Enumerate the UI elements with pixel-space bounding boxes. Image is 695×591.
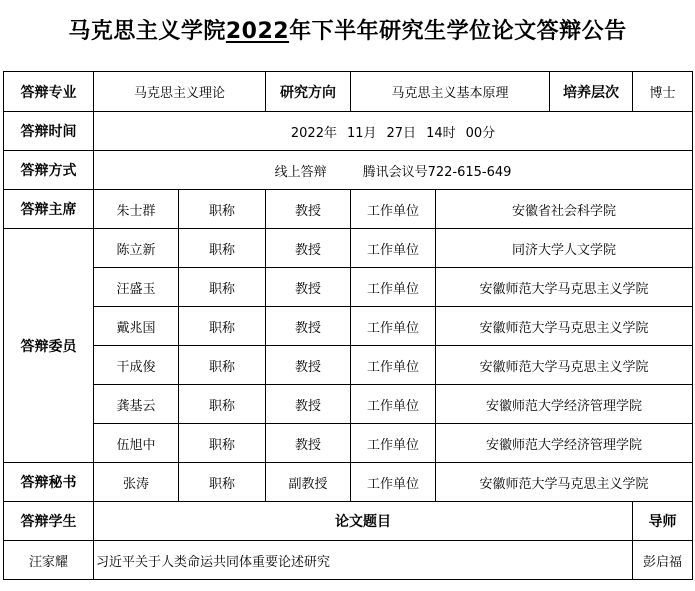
- member-unit-label: 工作单位: [351, 424, 436, 463]
- member-name: 戴兆国: [94, 307, 179, 346]
- member-title-label: 职称: [179, 307, 266, 346]
- member-unit-label: 工作单位: [351, 229, 436, 268]
- member-name: 伍旭中: [94, 424, 179, 463]
- member-unit-label: 工作单位: [351, 307, 436, 346]
- major-value: 马克思主义理论: [94, 72, 266, 112]
- major-row: [4, 72, 693, 112]
- thesis-title: 习近平关于人类命运共同体重要论述研究: [94, 541, 633, 580]
- method-row: [4, 151, 693, 190]
- thesis-header: 论文题目: [94, 502, 633, 541]
- member-title-value: 教授: [266, 385, 351, 424]
- committee-label: 答辩委员: [4, 229, 94, 463]
- committee-row: [4, 385, 693, 424]
- time-row: [4, 112, 693, 151]
- member-unit-label: 工作单位: [351, 385, 436, 424]
- chair-title-value: 教授: [266, 190, 351, 229]
- secretary-title-label: 职称: [179, 463, 266, 502]
- member-unit-value: 安徽师范大学经济管理学院: [436, 385, 693, 424]
- secretary-row: [4, 463, 693, 502]
- member-name: 龚基云: [94, 385, 179, 424]
- defense-table: [3, 71, 693, 580]
- member-title-value: 教授: [266, 346, 351, 385]
- direction-value: 马克思主义基本原理: [351, 72, 550, 112]
- member-title-label: 职称: [179, 346, 266, 385]
- advisor-header: 导师: [633, 502, 693, 541]
- student-name: 汪家耀: [4, 541, 94, 580]
- member-name: 干成俊: [94, 346, 179, 385]
- member-title-value: 教授: [266, 307, 351, 346]
- time-hour: 14时: [426, 125, 456, 141]
- major-label: 答辩专业: [4, 72, 94, 112]
- method-label: 答辩方式: [4, 151, 94, 190]
- member-name: 汪盛玉: [94, 268, 179, 307]
- member-unit-value: 安徽师范大学马克思主义学院: [436, 346, 693, 385]
- level-value: 博士: [633, 72, 693, 112]
- time-value: [94, 112, 693, 151]
- member-title-value: 教授: [266, 268, 351, 307]
- committee-row: [4, 346, 693, 385]
- chair-title-label: 职称: [179, 190, 266, 229]
- member-title-label: 职称: [179, 268, 266, 307]
- advisor-name: 彭启福: [633, 541, 693, 580]
- committee-row: [4, 307, 693, 346]
- member-unit-label: 工作单位: [351, 346, 436, 385]
- chair-name: 朱士群: [94, 190, 179, 229]
- member-title-label: 职称: [179, 424, 266, 463]
- title-suffix: 年下半年研究生学位论文答辩公告: [289, 19, 627, 44]
- time-minute: 00分: [465, 125, 496, 141]
- time-year: 2022年: [290, 125, 337, 141]
- member-unit-label: 工作单位: [351, 268, 436, 307]
- member-title-label: 职称: [179, 229, 266, 268]
- meeting-number: 腾讯会议号722-615-649: [362, 164, 512, 180]
- method-value: [94, 151, 693, 190]
- student-header: 答辩学生: [4, 502, 94, 541]
- time-month: 11月: [346, 125, 377, 141]
- title-prefix: 马克思主义学院: [68, 19, 226, 44]
- secretary-label: 答辩秘书: [4, 463, 94, 502]
- title-year: 2022: [225, 19, 290, 44]
- time-day: 27日: [386, 125, 417, 141]
- member-unit-value: 安徽师范大学马克思主义学院: [436, 307, 693, 346]
- member-unit-value: 安徽师范大学经济管理学院: [436, 424, 693, 463]
- student-row: [4, 541, 693, 580]
- member-title-value: 教授: [266, 229, 351, 268]
- chair-row: [4, 190, 693, 229]
- committee-row: [4, 424, 693, 463]
- secretary-unit-value: 安徽师范大学马克思主义学院: [436, 463, 693, 502]
- member-unit-value: 同济大学人文学院: [436, 229, 693, 268]
- chair-label: 答辩主席: [4, 190, 94, 229]
- committee-row: [4, 229, 693, 268]
- chair-unit-value: 安徽省社会科学院: [436, 190, 693, 229]
- member-title-value: 教授: [266, 424, 351, 463]
- secretary-name: 张涛: [94, 463, 179, 502]
- chair-unit-label: 工作单位: [351, 190, 436, 229]
- method-type: 线上答辩: [274, 164, 327, 180]
- direction-label: 研究方向: [266, 72, 351, 112]
- member-title-label: 职称: [179, 385, 266, 424]
- member-name: 陈立新: [94, 229, 179, 268]
- secretary-unit-label: 工作单位: [351, 463, 436, 502]
- level-label: 培养层次: [550, 72, 633, 112]
- student-header-row: [4, 502, 693, 541]
- committee-row: [4, 268, 693, 307]
- time-label: 答辩时间: [4, 112, 94, 151]
- secretary-title-value: 副教授: [266, 463, 351, 502]
- member-unit-value: 安徽师范大学马克思主义学院: [436, 268, 693, 307]
- page-title: [0, 14, 695, 45]
